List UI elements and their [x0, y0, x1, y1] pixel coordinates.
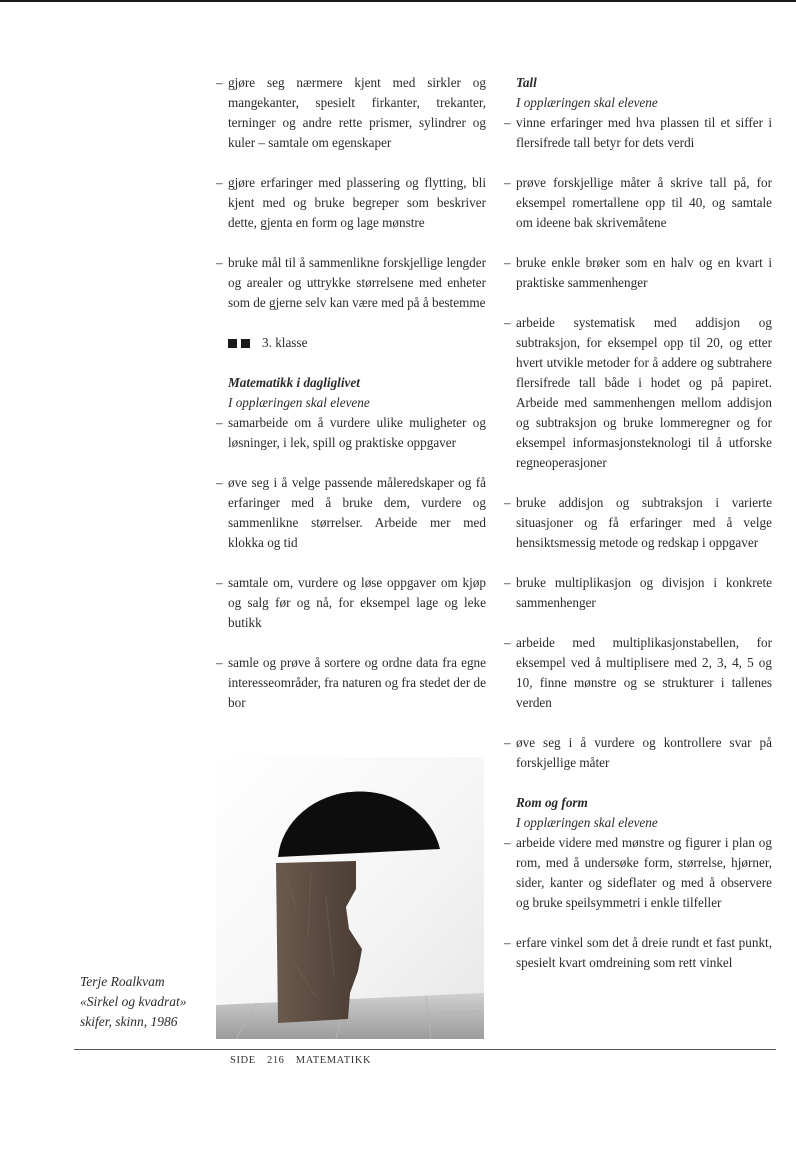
dash-marker: – — [504, 115, 511, 130]
list-item — [504, 253, 772, 293]
section-subheading: I opplæringen skal elevene — [228, 395, 370, 410]
list-item — [504, 173, 772, 233]
dash-marker: – — [216, 415, 223, 430]
list-item-text: gjøre seg nærmere kjent med sirkler og mangekanter, spesielt firkanter, trekanter, terninger og andre rette prismer, sylindrer og kuler – samtale om egenskaper — [228, 75, 486, 150]
left-column — [216, 73, 486, 733]
dash-marker: – — [504, 575, 511, 590]
dash-marker: – — [504, 735, 511, 750]
section-heading-rom: Rom og form — [516, 795, 588, 810]
top-rule — [0, 0, 796, 2]
dash-marker: – — [504, 315, 511, 330]
dash-marker: – — [504, 175, 511, 190]
section-subheading: I opplæringen skal elevene — [516, 95, 658, 110]
caption-materials: skifer, skinn, 1986 — [80, 1014, 178, 1029]
grade-heading — [216, 333, 486, 353]
list-item-text: bruke enkle brøker som en halv og en kvart i praktiske sammenhenger — [516, 255, 772, 290]
section-heading-tall: Tall — [516, 75, 537, 90]
list-item — [216, 653, 486, 713]
list-item — [216, 573, 486, 633]
dash-marker: – — [216, 655, 223, 670]
caption-artist: Terje Roalkvam — [80, 974, 165, 989]
list-item-text: bruke addisjon og subtraksjon i varierte situasjoner og få erfaringer med å velge hensiktsmessig metode og redskap i oppgaver — [516, 495, 772, 550]
artwork-caption — [80, 972, 210, 1032]
artwork-photo — [216, 757, 484, 1039]
section-subheading: I opplæringen skal elevene — [516, 815, 658, 830]
list-item — [504, 633, 772, 713]
dash-marker: – — [216, 175, 223, 190]
page-number: 216 — [266, 1055, 285, 1066]
dash-marker: – — [504, 495, 511, 510]
dash-marker: – — [216, 575, 223, 590]
caption-title: «Sirkel og kvadrat» — [80, 994, 187, 1009]
list-item-text: vinne erfaringer med hva plassen til et siffer i flersifrede tall betyr for dets verdi — [516, 115, 772, 150]
list-item — [504, 313, 772, 473]
right-column — [504, 73, 772, 993]
list-item-text: prøve forskjellige måter å skrive tall på, for eksempel romertallene opp til 40, og samtale om ideene bak skrivemåtene — [516, 175, 772, 230]
list-item-text: bruke multiplikasjon og divisjon i konkrete sammenhenger — [516, 575, 772, 610]
list-item-text: arbeide videre med mønstre og figurer i plan og rom, med å undersøke form, størrelse, hjørner, sider, kanter og sideflater og med å observere og bruke speilsymmetri i enkle tilfeller — [516, 835, 772, 910]
footer-subject: MATEMATIKK — [295, 1055, 372, 1066]
list-item-text: samle og prøve å sortere og ordne data fra egne interesseområder, fra naturen og fra stedet der de bor — [228, 655, 486, 710]
list-item-text: øve seg i å velge passende måleredskaper og få erfaringer med å bruke dem, vurdere og sammenlikne størrelser. Arbeide mer med klokka og tid — [228, 475, 486, 550]
list-item — [216, 413, 486, 453]
list-item-text: samarbeide om å vurdere ulike muligheter og løsninger, i lek, spill og praktiske oppgaver — [228, 415, 486, 450]
grade-label: 3. klasse — [262, 335, 308, 350]
page-footer — [230, 1055, 379, 1066]
dash-marker: – — [504, 635, 511, 650]
list-item — [504, 933, 772, 973]
list-item — [216, 473, 486, 553]
list-item-text: erfare vinkel som det å dreie rundt et fast punkt, spesielt kvart omdreining som rett vinkel — [516, 935, 772, 970]
dash-marker: – — [216, 475, 223, 490]
dash-marker: – — [504, 255, 511, 270]
list-item-text: øve seg i å vurdere og kontrollere svar på forskjellige måter — [516, 735, 772, 770]
list-item — [216, 253, 486, 313]
list-item — [216, 173, 486, 233]
section-heading-daily: Matematikk i dagliglivet — [228, 375, 360, 390]
list-item — [504, 573, 772, 613]
square-bullets-icon — [228, 339, 250, 348]
list-item — [504, 733, 772, 773]
dash-marker: – — [216, 75, 223, 90]
list-item — [504, 493, 772, 553]
dash-marker: – — [504, 835, 511, 850]
footer-side-label: SIDE — [230, 1055, 256, 1066]
list-item-text: samtale om, vurdere og løse oppgaver om kjøp og salg før og nå, for eksempel lage og leke butikk — [228, 575, 486, 630]
list-item-text: arbeide systematisk med addisjon og subtraksjon, for eksempel opp til 20, og etter hvert utvikle metoder for å addere og subtrahere flersifrede tall både i hodet og på papiret. Arbeide med sammenhengen mellom addisjon og subtraksjon og bruke lommeregner og for eksempel informasjonsteknologi til å utforske regneoperasjoner — [516, 315, 772, 470]
dash-marker: – — [216, 255, 223, 270]
list-item-text: arbeide med multiplikasjonstabellen, for eksempel ved å multiplisere med 2, 3, 4, 5 og 10, finne mønstre og se strukturer i tallenes verden — [516, 635, 772, 710]
list-item-text: bruke mål til å sammenlikne forskjellige lengder og arealer og uttrykke størrelsene med enheter som de gjerne selv kan være med på å bestemme — [228, 255, 486, 310]
list-item — [216, 73, 486, 153]
footer-rule — [74, 1049, 776, 1050]
list-item — [504, 113, 772, 153]
dash-marker: – — [504, 935, 511, 950]
list-item — [504, 833, 772, 913]
list-item-text: gjøre erfaringer med plassering og flytting, bli kjent med og bruke begreper som beskriver dette, gjenta en form og lage mønstre — [228, 175, 486, 230]
